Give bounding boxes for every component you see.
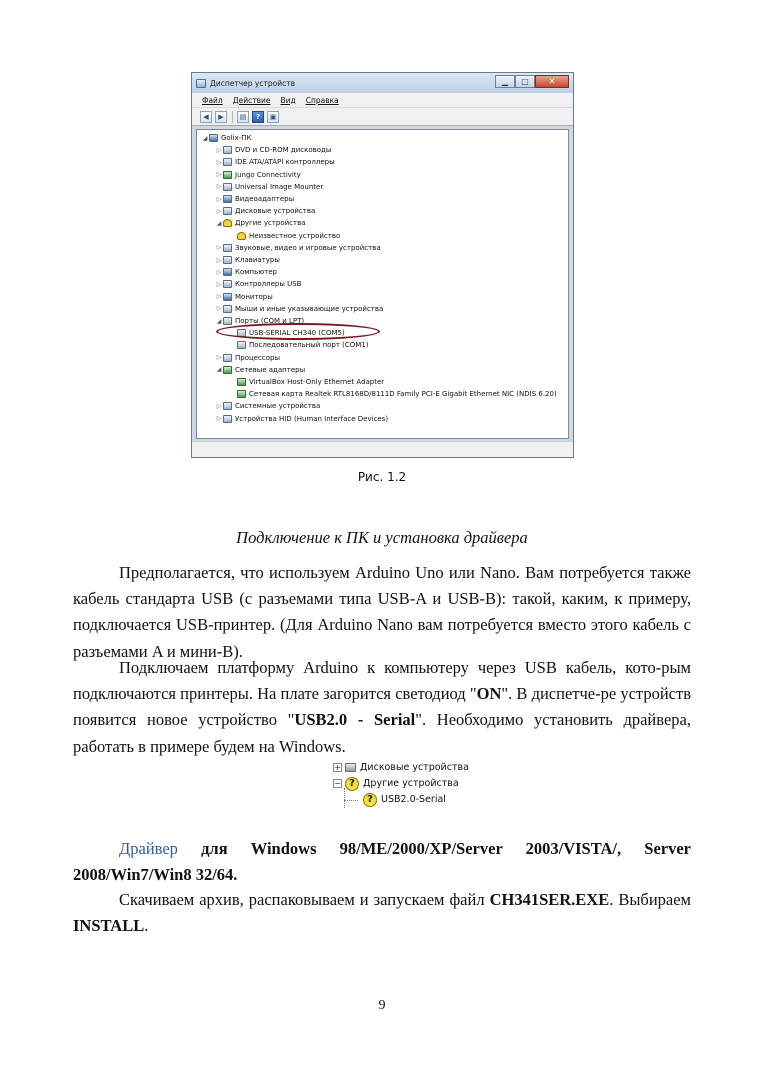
section-title: Подключение к ПК и установка драйвера (236, 528, 528, 547)
tree-item-label: Golix-ПК (221, 134, 252, 142)
tree-item[interactable] (215, 291, 273, 303)
properties-icon[interactable]: ▤ (237, 111, 249, 123)
tree-item-computer[interactable] (201, 132, 252, 144)
tree-item[interactable] (215, 217, 306, 229)
expander-icon[interactable]: ▷ (216, 158, 222, 166)
tree-item[interactable] (215, 413, 388, 425)
toolbar (192, 108, 573, 126)
paragraph-2-part1: Подключаем платформу Arduino к компьютеру через USB кабель, кото-рым подключаются принтеры. На плате загорится светодиод " (73, 658, 691, 704)
tree-item-label: Системные устройства (235, 402, 321, 411)
expander-icon[interactable]: ▷ (216, 402, 222, 410)
help-icon[interactable]: ? (252, 111, 264, 123)
tree-item-label: Устройства HID (Human Interface Devices) (235, 414, 389, 423)
expander-icon[interactable]: ▷ (216, 146, 222, 154)
tree-item-label: Контроллеры USB (235, 280, 302, 289)
expander-icon[interactable]: ▷ (216, 305, 222, 313)
expander-icon[interactable]: ◢ (202, 134, 208, 142)
tree-item-label: Jungo Connectivity (235, 170, 301, 179)
tree-item-label: Порты (COM и LPT) (235, 317, 305, 325)
system-devices-icon (223, 402, 232, 410)
disc-drive-icon (223, 146, 232, 154)
tree-item[interactable] (229, 376, 384, 388)
tree-item[interactable] (215, 181, 323, 193)
tree-item[interactable] (215, 266, 277, 278)
network-adapter-icon (237, 378, 246, 386)
tree-item-label: Мыши и иные указывающие устройства (235, 304, 384, 313)
tree-item-label: Сетевая карта Realtek RTL8168D/8111D Family PCI-E Gigabit Ethernet NIC (NDIS 6.20) (249, 390, 557, 399)
tree-item-label: USB-SERIAL CH340 (COM5) (249, 329, 345, 338)
tree-item[interactable] (215, 205, 315, 217)
ide-controller-icon (223, 158, 232, 166)
window-titlebar[interactable] (192, 73, 573, 93)
tree-item[interactable] (215, 352, 280, 364)
sound-icon (223, 244, 232, 252)
back-icon[interactable]: ◀ (200, 111, 212, 123)
highlight-ellipse (216, 323, 380, 340)
minimize-button[interactable]: ▁ (495, 75, 515, 88)
tree-item[interactable] (215, 400, 320, 412)
paragraph-4 (73, 887, 691, 939)
disk-drive-icon (345, 763, 356, 772)
device-manager-icon (196, 79, 206, 88)
toolbar-separator (232, 111, 233, 123)
tree-item[interactable] (229, 230, 340, 242)
computer-icon (209, 134, 218, 142)
unknown-device-icon (237, 232, 246, 240)
expander-icon[interactable]: ▷ (216, 415, 222, 423)
tree-item[interactable] (229, 388, 557, 400)
tree-item[interactable] (229, 339, 369, 351)
tree-item[interactable] (215, 242, 381, 254)
expander-icon[interactable]: ▷ (216, 280, 222, 288)
paragraph-2-part3: ". Необходимо установить драйвера, работать в примере будем на Windows. (73, 710, 691, 756)
expander-icon[interactable]: ▷ (216, 171, 222, 179)
processor-icon (223, 354, 232, 362)
status-bar (192, 441, 573, 458)
collapse-toggle[interactable]: − (334, 779, 341, 788)
display-adapter-icon (223, 195, 232, 203)
paragraph-1: Предполагается, что используем Arduino Uno или Nano. Вам потребуется также кабель стандарта USB (с разъемами типа USB-A и USB-B): такой, каким, к примеру, подключается USB-принтер. (Для Arduino Nano вам потребуется вместо этого кабель с разъемами A и мини-B). (73, 563, 691, 661)
figure-caption: Рис. 1.2 (357, 470, 407, 484)
device-name-label: USB2.0 - Serial (294, 710, 416, 730)
other-devices-icon (223, 219, 232, 227)
paragraph-2 (73, 655, 691, 760)
tree-item-label: Компьютер (235, 268, 277, 277)
network-adapter-icon (223, 366, 232, 374)
page-number: 9 (378, 998, 386, 1013)
tree-item[interactable] (215, 278, 301, 290)
tree-item[interactable] (215, 254, 280, 266)
paragraph-4-part2: . Выбираем (609, 890, 691, 909)
installer-file-name: CH341SER.EXE (489, 890, 610, 909)
expand-toggle[interactable]: + (334, 763, 341, 772)
tree-item[interactable] (215, 364, 305, 376)
expander-icon[interactable]: ▷ (216, 183, 222, 191)
snippet-row-disk-drives[interactable] (333, 760, 469, 775)
expander-icon[interactable]: ▷ (216, 268, 222, 276)
window-title: Диспетчер устройств (210, 78, 296, 88)
tree-item-label: IDE ATA/ATAPI контроллеры (235, 158, 335, 167)
snippet-row-other-devices[interactable] (333, 776, 459, 791)
menu-bar (192, 93, 573, 108)
tree-item-label: Мониторы (235, 292, 273, 301)
tree-item-label: Universal Image Mounter (235, 182, 324, 191)
tree-item-label: Процессоры (235, 353, 281, 362)
expander-icon[interactable]: ▷ (216, 207, 222, 215)
expander-icon[interactable]: ◢ (216, 366, 222, 374)
tree-item-label: Неизвестное устройство (249, 231, 341, 240)
jungo-icon (223, 171, 232, 179)
disk-drive-icon (223, 207, 232, 215)
computer-icon (223, 268, 232, 276)
port-icon (237, 341, 246, 349)
paragraph-4-part3: . (144, 916, 149, 936)
scan-icon[interactable]: ▣ (267, 111, 279, 123)
tree-connector (344, 800, 358, 801)
tree-item-label: Дисковые устройства (235, 207, 316, 216)
hid-icon (223, 415, 232, 423)
tree-item[interactable] (215, 193, 294, 205)
driver-link[interactable]: Драйвер (119, 839, 178, 858)
install-label: INSTALL (73, 916, 145, 936)
menu-action[interactable]: Действие (232, 95, 271, 105)
expander-icon[interactable]: ▷ (216, 354, 222, 362)
close-button[interactable]: ✕ (535, 75, 569, 88)
tree-connector (344, 788, 345, 808)
device-tree (196, 129, 569, 439)
unknown-device-icon: ? (363, 793, 377, 807)
paragraph-2-part2: ". В диспетче-ре устройств появится новое устройство " (73, 684, 691, 730)
tree-item-label: Звуковые, видео и игровые устройства (235, 243, 381, 252)
port-icon (223, 317, 232, 325)
driver-os-list: для Windows 98/ME/2000/XP/Server 2003/VISTA/, Server 2008/Win7/Win8 32/64. (73, 839, 691, 885)
menu-help[interactable]: Справка (305, 95, 339, 105)
expander-icon[interactable]: ▷ (216, 256, 222, 264)
unknown-device-icon: ? (345, 777, 359, 791)
usb-icon (223, 280, 232, 288)
tree-item-label: Последовательный порт (COM1) (249, 341, 369, 350)
tree-item[interactable] (215, 156, 335, 168)
image-mounter-icon (223, 183, 232, 191)
led-on-label: ON (476, 684, 502, 704)
expander-icon[interactable]: ▷ (216, 195, 222, 203)
snippet-label: Другие устройства (363, 778, 459, 789)
forward-icon[interactable]: ▶ (215, 111, 227, 123)
expander-icon[interactable]: ◢ (216, 219, 222, 227)
device-manager-window (191, 72, 574, 458)
tree-item-label: Клавиатуры (235, 256, 280, 264)
paragraph-4-part1: Скачиваем архив, распаковываем и запускаем файл (119, 890, 490, 909)
menu-view[interactable]: Вид (280, 95, 296, 105)
snippet-row-usb-serial[interactable] (363, 792, 446, 807)
snippet-label: USB2.0-Serial (381, 794, 446, 805)
tree-item-label: VirtualBox Host-Only Ethernet Adapter (249, 378, 385, 386)
snippet-label: Дисковые устройства (360, 762, 469, 773)
tree-item-label: Другие устройства (235, 219, 306, 228)
monitor-icon (223, 293, 232, 301)
tree-item-label: Сетевые адаптеры (235, 365, 306, 374)
network-adapter-icon (237, 390, 246, 398)
mouse-icon (223, 305, 232, 313)
keyboard-icon (223, 256, 232, 264)
paragraph-3 (73, 836, 691, 888)
tree-item-label: Видеоадаптеры (235, 195, 295, 203)
expander-icon[interactable]: ▷ (216, 293, 222, 301)
tree-item[interactable] (215, 144, 331, 156)
expander-icon[interactable]: ◢ (216, 317, 222, 325)
tree-item-label: DVD и CD-ROM дисководы (235, 146, 332, 155)
maximize-button[interactable]: □ (515, 75, 535, 88)
menu-file[interactable]: Файл (202, 95, 223, 105)
window-controls (495, 75, 569, 88)
device-tree-snippet (333, 760, 483, 812)
tree-item[interactable] (215, 303, 383, 315)
expander-icon[interactable]: ▷ (216, 244, 222, 252)
tree-item[interactable] (215, 169, 301, 181)
